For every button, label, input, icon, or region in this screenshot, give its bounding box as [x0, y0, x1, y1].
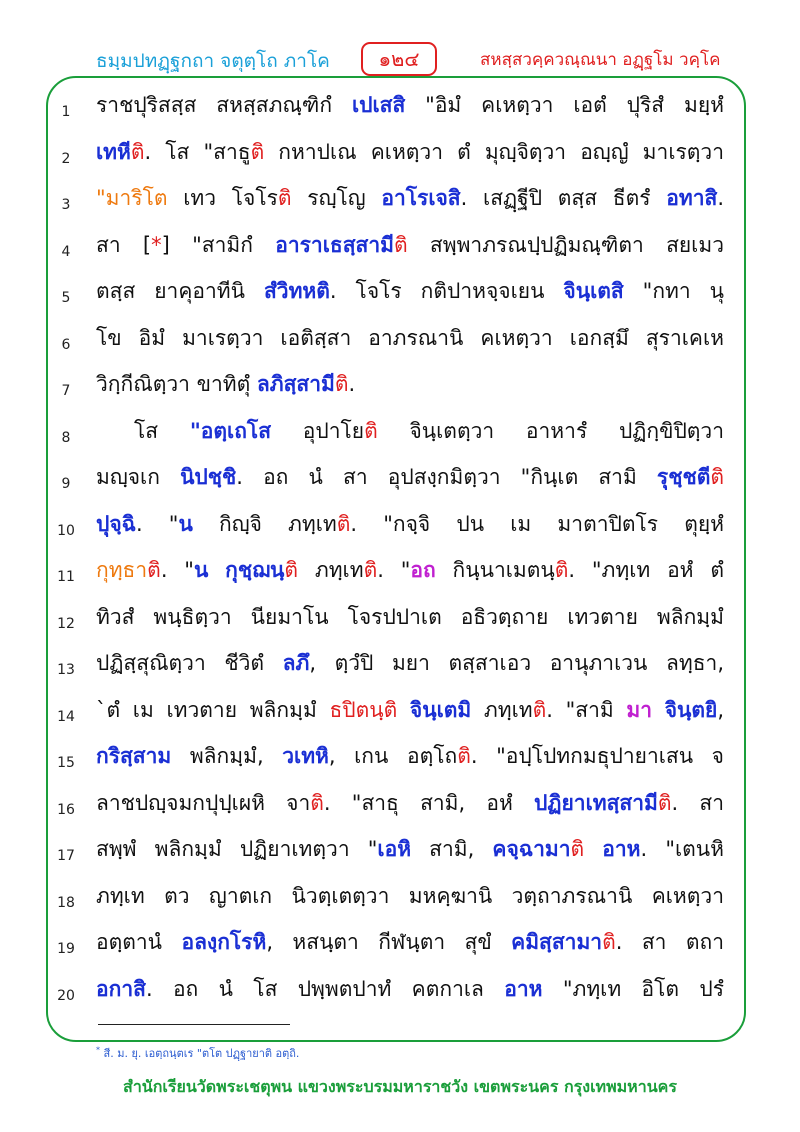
highlighted-word: จินฺเตสิ — [563, 279, 624, 303]
highlighted-word: ติ — [383, 697, 398, 722]
text-segment: สา [ — [96, 232, 152, 257]
line-text — [96, 509, 724, 539]
text-line — [0, 547, 800, 594]
highlighted-word: * — [151, 232, 162, 257]
text-segment: ปฏิสฺสุณิตฺวา ชีวิตํ — [96, 651, 283, 675]
page-footer: สำนักเรียนวัดพระเชตุพน แขวงพระบรมมหาราชวัง เขตพระนคร กรุงเทพมหานคร — [123, 1077, 677, 1096]
text-segment: ภทฺเท ตว ญาตเก นิวตฺเตตฺวา มหคฺฆานิ วตฺถาภรณานิ คเหตฺวา — [96, 883, 724, 908]
line-number: 2 — [61, 150, 71, 167]
line-number: 6 — [61, 336, 71, 353]
text-segment: . สา ตถา — [615, 930, 724, 954]
highlighted-word: สํวิทหติ — [263, 279, 330, 303]
text-segment: วิกฺกีณิตฺวา ขาทิตุํ — [96, 372, 257, 396]
text-segment: โข อิมํ มาเรตฺวา เอติสฺสา อาภรณานิ คเหตฺวา เอกสฺมึ สุราเคเห — [96, 325, 724, 350]
text-body — [0, 82, 800, 1012]
text-line — [0, 687, 800, 734]
highlighted-word: ติ — [554, 558, 569, 582]
highlighted-word: ติ — [284, 558, 299, 582]
highlighted-word: ธปิตนฺ — [329, 697, 384, 722]
highlighted-word: ติ — [130, 139, 145, 164]
page-header — [0, 42, 800, 78]
line-text — [96, 323, 724, 353]
highlighted-word: เทหี — [96, 139, 131, 164]
text-segment — [208, 558, 225, 582]
highlighted-word: อลงฺกโรหิ — [181, 930, 267, 954]
line-number: 14 — [57, 708, 75, 725]
line-text — [96, 974, 724, 1004]
text-segment: . — [717, 186, 724, 210]
text-segment: ราชปุริสสฺส สหสฺสภณฺฑิกํ — [96, 93, 352, 117]
text-segment: , หสนฺตา กีฬนฺตา สุขํ — [266, 930, 512, 954]
highlighted-word: อถ — [410, 558, 436, 582]
line-number: 7 — [61, 383, 71, 399]
highlighted-word: กุชฺฌนฺ — [225, 558, 285, 582]
text-segment: "ภทฺเท อิโต ปรํ — [542, 976, 724, 1001]
text-line — [0, 780, 800, 827]
line-number: 3 — [61, 197, 71, 213]
line-text — [96, 230, 724, 260]
highlighted-word: อาห — [602, 837, 641, 861]
text-segment: โส — [134, 418, 190, 443]
highlighted-word: ลภิสฺสามี — [256, 372, 335, 396]
text-line — [0, 222, 800, 269]
highlighted-word: ติ — [532, 697, 547, 722]
highlighted-word: อาโรเจสิ — [381, 186, 461, 210]
text-segment: เทว โจโร — [167, 186, 278, 210]
line-number: 17 — [57, 848, 75, 864]
highlighted-word: เปเสสิ — [351, 93, 406, 117]
line-text — [96, 90, 724, 120]
line-number: 20 — [57, 987, 75, 1004]
text-segment: ทิวสํ พนฺธิตฺวา นียมาโน โจรปปาเต อธิวตฺถาย เทวตาย พลิกมฺมํ — [96, 604, 724, 629]
highlighted-word: ติ — [570, 837, 585, 861]
text-segment: . — [348, 372, 356, 396]
text-line — [0, 82, 800, 129]
highlighted-word: อทาสิ — [666, 186, 718, 210]
text-segment: ] "สามิกํ — [161, 232, 276, 257]
text-segment: "อิมํ คเหตฺวา เอตํ ปุริสํ มยฺหํ — [405, 93, 724, 117]
highlighted-word: น — [193, 558, 209, 582]
text-segment: . สา — [671, 790, 724, 815]
text-segment: กิญฺจิ ภทฺเท — [192, 511, 337, 536]
highlighted-word: กริสฺสาม — [96, 744, 172, 768]
highlighted-word: ติ — [602, 930, 616, 954]
text-segment: กหาปเณ คเหตฺวา ตํ มุญฺจิตฺวา อญฺญํ มาเรตฺวา — [264, 139, 724, 164]
text-segment — [584, 837, 602, 861]
highlighted-word: "อตฺเถโส — [189, 418, 272, 443]
text-segment: . " — [377, 558, 411, 582]
text-line — [0, 315, 800, 362]
highlighted-word: น — [178, 511, 193, 536]
text-segment: อุปาโย — [271, 418, 365, 443]
text-segment: . โส "สาธู — [144, 139, 251, 164]
line-text — [96, 183, 724, 213]
line-number: 10 — [57, 522, 75, 539]
text-line — [0, 454, 800, 501]
text-line — [0, 175, 800, 222]
text-segment: อตฺตานํ — [96, 930, 182, 954]
text-line — [0, 408, 800, 455]
line-number: 15 — [57, 755, 75, 771]
line-number: 13 — [57, 662, 75, 678]
text-segment: . เสฏฺฐีปิ ตสฺส ธีตรํ — [460, 186, 667, 210]
text-line — [0, 640, 800, 687]
text-segment: ลาชปญฺจมกปุปฺเผหิ จา — [96, 790, 311, 815]
highlighted-word: ติ — [250, 139, 265, 164]
text-segment: รญฺโญ — [291, 186, 382, 210]
line-number: 11 — [57, 569, 75, 585]
text-line — [0, 501, 800, 548]
text-line — [0, 919, 800, 966]
line-number: 18 — [57, 894, 75, 911]
line-text — [96, 881, 724, 911]
line-number: 9 — [61, 476, 71, 492]
highlighted-word: "มาริโต — [96, 186, 168, 210]
text-line — [0, 966, 800, 1013]
footnote-separator — [98, 1024, 290, 1025]
highlighted-word: มา — [626, 697, 653, 722]
line-text — [96, 369, 724, 399]
highlighted-word: คจฺฉามา — [492, 837, 571, 861]
text-segment — [652, 698, 665, 722]
text-segment: , เกน อตฺโถ — [328, 744, 458, 768]
text-line — [0, 733, 800, 780]
text-segment: ตสฺส ยาคุอาทีนิ — [96, 279, 264, 303]
highlighted-word: อกาสิ — [96, 976, 146, 1001]
text-segment: สพฺพาภรณปฺปฏิมณฺฑิตา สยเมว — [407, 232, 724, 257]
text-segment: . โจโร กติปาหจฺจเยน — [329, 279, 564, 303]
highlighted-word: ติ — [393, 232, 408, 257]
text-segment: , ตฺวํปิ มยา ตสฺสาเอว อานุภาเวน ลทฺธา, — [309, 651, 724, 675]
line-text — [96, 137, 724, 167]
line-text — [96, 834, 724, 864]
text-segment: . "ภทฺเท อหํ ตํ — [568, 558, 724, 582]
text-line — [0, 873, 800, 920]
highlighted-word: วเทหิ — [282, 744, 329, 768]
text-segment — [397, 698, 410, 722]
text-line — [0, 268, 800, 315]
highlighted-word: ติ — [147, 558, 161, 582]
footnote — [96, 1044, 299, 1062]
line-text — [96, 648, 724, 678]
highlighted-word: จินฺเตมิ — [409, 697, 472, 722]
highlighted-word: เอหิ — [377, 837, 412, 861]
text-segment: . " — [135, 511, 179, 536]
text-segment: ภทฺเท — [298, 558, 364, 582]
highlighted-word: ติ — [277, 186, 292, 210]
text-line — [0, 594, 800, 641]
text-segment: สพฺพํ พลิกมฺมํ ปฏิยาเทตฺวา " — [96, 837, 378, 861]
line-text — [96, 788, 724, 818]
highlighted-word: รุชฺชตี — [656, 465, 711, 489]
line-text — [96, 741, 724, 771]
book-title: ธมฺมปทฏฺฐกถา จตุตฺโถ ภาโค — [96, 50, 330, 72]
highlighted-word: ปุจฺฉิ — [96, 511, 136, 536]
highlighted-word: จินฺตยิ — [664, 697, 718, 722]
footnote-marker: * — [96, 1045, 100, 1055]
line-text — [96, 602, 724, 632]
highlighted-word: ติ — [364, 418, 378, 443]
line-text — [96, 927, 724, 957]
line-text — [134, 416, 724, 446]
line-number: 4 — [61, 243, 71, 260]
text-segment: กินฺนาเมตนฺ — [435, 558, 555, 582]
text-segment: . "สามิ — [546, 697, 627, 722]
text-segment: ภทฺเท — [471, 697, 533, 722]
highlighted-word: ปฏิยาเทสฺสามี — [534, 790, 658, 815]
text-line — [0, 361, 800, 408]
footnote-text: สี. ม. ยุ. เอตฺถนฺตเร "ตโต ปฏฺฐายาติ อตฺถิ. — [100, 1047, 300, 1060]
line-text — [96, 276, 724, 306]
highlighted-word: ติ — [363, 558, 378, 582]
line-number: 5 — [61, 290, 71, 306]
line-text — [96, 462, 724, 492]
text-segment: , — [717, 697, 724, 722]
text-segment: . "เตนหิ — [640, 837, 724, 861]
highlighted-word: อาห — [504, 976, 543, 1001]
page-number: ๑๒๔ — [361, 42, 437, 76]
text-segment: . "กจฺจิ ปน เม มาตาปิตโร ตุยฺหํ — [350, 511, 724, 536]
line-text — [96, 695, 724, 725]
text-line — [0, 826, 800, 873]
line-number: 1 — [61, 104, 71, 120]
text-segment: สามิ, — [411, 837, 493, 861]
highlighted-word: กุทฺธา — [96, 558, 148, 582]
highlighted-word: ติ — [710, 465, 724, 489]
line-number: 16 — [57, 801, 75, 818]
highlighted-word: ติ — [336, 511, 351, 536]
line-number: 12 — [57, 615, 75, 632]
chapter-title: สหสฺสวคฺควณฺณนา อฏฺฐโม วคฺโค — [480, 50, 721, 70]
text-segment: . " — [160, 558, 194, 582]
line-number: 8 — [61, 429, 71, 446]
text-segment: . "อปฺโปทกมธุปายาเสน จ — [470, 744, 724, 768]
line-number: 19 — [57, 941, 75, 957]
text-segment: พลิกมฺมํ, — [171, 744, 283, 768]
text-segment: "กทา นุ — [623, 279, 725, 303]
highlighted-word: ติ — [457, 744, 471, 768]
text-segment: . "สาธุ สามิ, อหํ — [323, 790, 535, 815]
text-segment: . อถ นํ สา อุปสงฺกมิตฺวา "กินฺเต สามิ — [236, 465, 657, 489]
text-segment: จินฺเตตฺวา อาหารํ ปฏิกฺขิปิตฺวา — [377, 418, 725, 443]
text-segment: . อถ นํ โส ปพฺพตปาทํ คตกาเล — [145, 976, 505, 1001]
line-text — [96, 555, 724, 585]
highlighted-word: อาราเธสฺสามี — [275, 232, 394, 257]
highlighted-word: นิปชฺชิ — [180, 465, 237, 489]
text-segment: มญฺจเก — [96, 465, 181, 489]
highlighted-word: ติ — [334, 372, 349, 396]
text-line — [0, 129, 800, 176]
highlighted-word: ติ — [657, 790, 672, 815]
highlighted-word: ลภึ — [282, 651, 310, 675]
highlighted-word: ติ — [310, 790, 324, 815]
text-segment: `ตํ เม เทวตาย พลิกมฺมํ — [96, 697, 330, 722]
highlighted-word: คมิสฺสามา — [511, 930, 603, 954]
